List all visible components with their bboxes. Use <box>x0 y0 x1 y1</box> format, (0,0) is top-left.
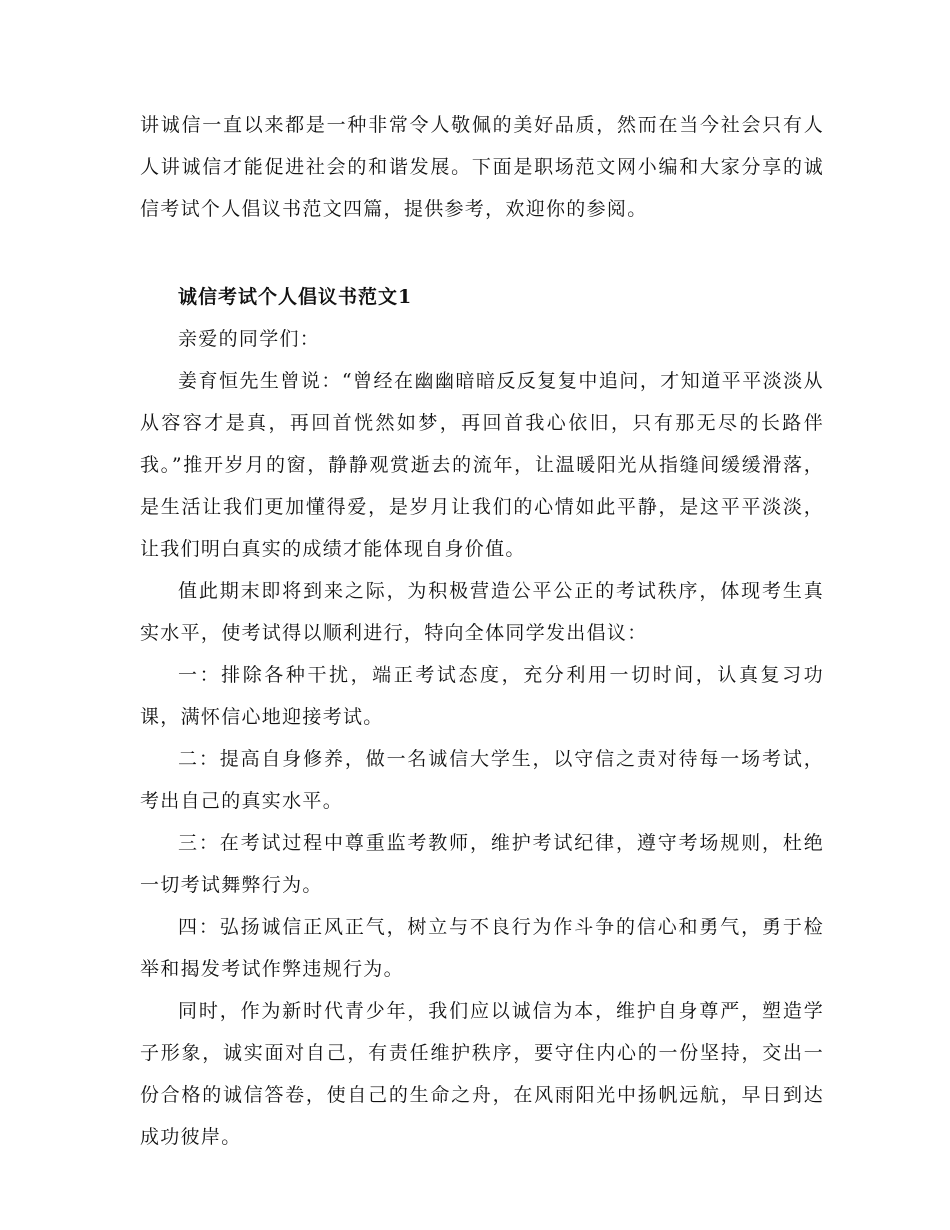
proposal-item-4: 四：弘扬诚信正风正气，树立与不良行为作斗争的信心和勇气，勇于检举和揭发考试作弊违规行为。 <box>140 916 824 980</box>
salutation: 亲爱的同学们： <box>178 328 321 350</box>
body-paragraph: 值此期末即将到来之际，为积极营造公平公正的考试秩序，体现考生真实水平，使考试得以顺利进行，特向全体同学发出倡议： <box>140 580 824 644</box>
intro-text: 讲诚信一直以来都是一种非常令人敬佩的美好品质，然而在当今社会只有人人讲诚信才能促进社会的和谐发展。下面是职场范文网小编和大家分享的诚信考试个人倡议书范文四篇，提供参考，欢迎你的参阅。 <box>140 114 824 220</box>
proposal-item-1: 一：排除各种干扰，端正考试态度，充分利用一切时间，认真复习功课，满怀信心地迎接考试。 <box>140 664 824 728</box>
proposal-item-2: 二：提高自身修养，做一名诚信大学生，以守信之责对待每一场考试，考出自己的真实水平。 <box>140 748 824 812</box>
body-text <box>140 318 824 1158</box>
body-paragraph: 同时，作为新时代青少年，我们应以诚信为本，维护自身尊严，塑造学子形象，诚实面对自己，有责任维护秩序，要守住内心的一份坚持，交出一份合格的诚信答卷，使自己的生命之舟，在风雨阳光中扬帆远航，早日到达成功彼岸。 <box>140 1000 824 1148</box>
intro-paragraph <box>140 104 824 230</box>
section-heading: 诚信考试个人倡议书范文1 <box>178 286 413 308</box>
proposal-item-3: 三：在考试过程中尊重监考教师，维护考试纪律，遵守考场规则，杜绝一切考试舞弊行为。 <box>140 832 824 896</box>
body-paragraph: 姜育恒先生曾说：“曾经在幽幽暗暗反反复复中追问，才知道平平淡淡从从容容才是真，再回首恍然如梦，再回首我心依旧，只有那无尽的长路伴我。”推开岁月的窗，静静观赏逝去的流年，让温暖阳光从指缝间缓缓滑落，是生活让我们更加懂得爱，是岁月让我们的心情如此平静，是这平平淡淡，让我们明白真实的成绩才能体现自身价值。 <box>140 370 824 560</box>
